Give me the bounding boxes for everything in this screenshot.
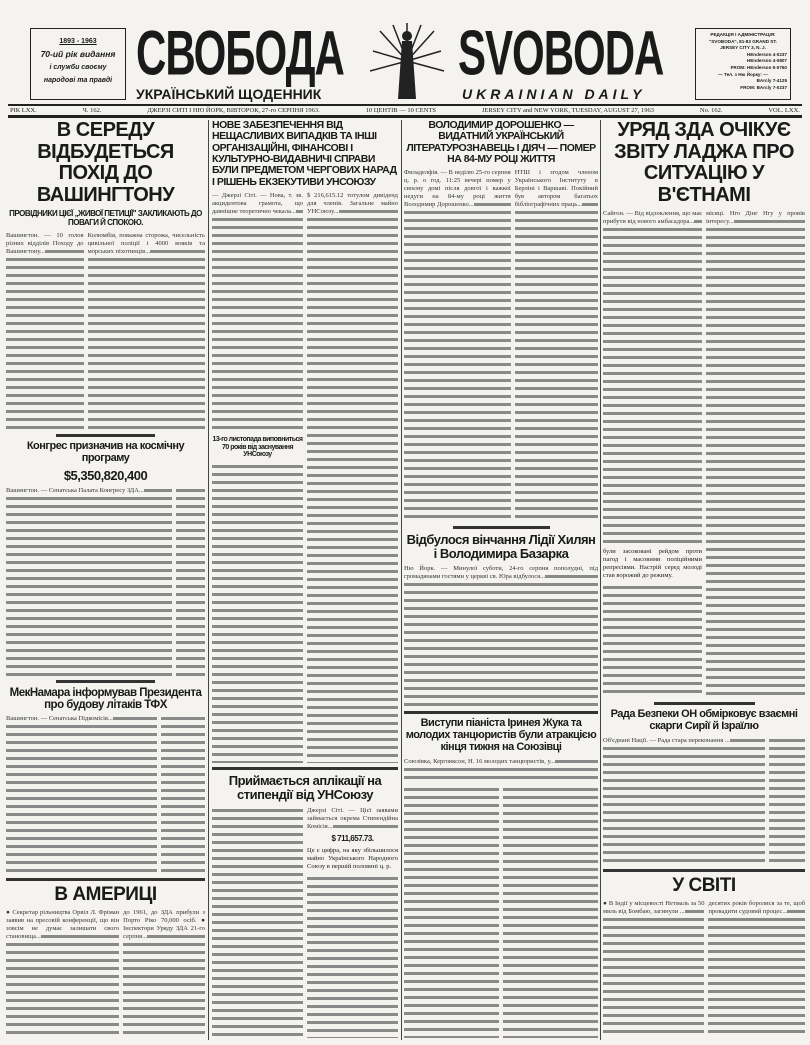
article-text: Об'єднані Нації. — Рада стара переконання ... [603, 736, 730, 744]
volume: VOL. LXX. [768, 107, 800, 114]
column-3 [404, 120, 598, 1038]
phone: FROM: HEnderson 5-0760 [730, 64, 787, 70]
sub-column [212, 807, 303, 1038]
article-columns [6, 715, 205, 874]
headline-wedding: Відбулося вінчання Лідії Хилян і Володимира Базарка [406, 531, 596, 561]
article-text: ● Секретар рільництва Орвіл Л. Фріман заявив на пресовій конференції, що він зовсім не думає залишати свого становища... [6, 909, 120, 941]
article-columns [6, 232, 205, 431]
article-text: — Джерзі Сіті. — Нова, т. зв. акцидентова грамота, що давнішне теоретично чекала... [212, 191, 303, 215]
issue-number-uk: Ч. 162. [82, 107, 102, 114]
article-body [6, 909, 119, 1038]
article-body [708, 900, 805, 1038]
article-body [603, 737, 765, 865]
address-line: РЕДАКЦІЯ І АДМІНІСТРАЦІЯ: [710, 32, 776, 37]
address-line: JERSEY CITY 3, N. J. [720, 45, 766, 51]
editorial-address-box [695, 28, 791, 100]
column-rule [401, 120, 402, 1040]
article-columns [603, 737, 805, 865]
article-text: Колюмбія, поважна сторожа, чисельність цивільної поліції і 4000 вояків та морських піхотинців... [87, 231, 205, 255]
dateline-rule [8, 115, 802, 118]
price: 10 ЦЕНТІВ — 10 CENTS [365, 107, 437, 114]
article-text: Вашингтон. — 10 голов різних відділів Походу до Вашингтону... [6, 231, 84, 255]
phone: HEnderson 4-0237 [746, 51, 787, 57]
article-text: Це є цифра, на яку збільшилося майно Українського Народного Союзу в першій половині ц. р. [307, 847, 398, 871]
article-columns [603, 210, 805, 698]
headline-pianist: Виступи піаніста Іринея Жука та молодих танцюристів були атракцією кінця тижня на Союзівці [405, 717, 597, 753]
phone: HEnderson 4-0807 [746, 58, 787, 64]
divider [404, 711, 598, 714]
article-text: Джерзі Сіті. — Цієї заявами займається окрема Стипендійна Комісія... [307, 806, 398, 830]
congress-amount: $5,350,820,400 [63, 467, 148, 483]
article-columns [6, 909, 205, 1038]
article-body [212, 463, 303, 763]
divider [603, 869, 805, 872]
headline-scholarship: Приймається аплікації на стипендії від УНСоюзу [228, 773, 382, 803]
sub-column [307, 192, 398, 763]
title-ukrainian: СВОБОДА [136, 17, 344, 88]
headline-world: У СВІТІ [672, 874, 736, 896]
article-text: Союзівка, Керговксон, Н. 16 молодих танцюристів, у... [404, 757, 555, 765]
article-text: місяці. Нго Дінг Нгу у провів інтересу... [706, 210, 805, 226]
article-body [503, 786, 598, 1038]
article-columns [6, 487, 205, 676]
subtitle-ukrainian: УКРАЇНСЬКИЙ ЩОДЕННИК [136, 86, 322, 102]
motto-line: народові та правді [43, 77, 113, 84]
headline-america: В АМЕРИЦІ [54, 883, 157, 905]
article-body [603, 584, 702, 698]
article-body [404, 565, 598, 707]
phone: FROM: BArcly 7-0237 [740, 84, 787, 90]
anniversary: 70-ий рік видання [40, 49, 116, 59]
article-text: $ 216,615.12 тотулом дивіденд для членів. Загальне майно УНСоюзу... [307, 191, 398, 215]
divider [212, 767, 398, 770]
article-body [212, 807, 303, 1038]
sub-column [212, 192, 303, 763]
sub-column [603, 210, 702, 698]
article-body [603, 210, 702, 544]
issue-number-en: No. 162. [699, 107, 723, 114]
trident-emblem [368, 20, 446, 102]
dateline [10, 107, 800, 114]
years: 1893 - 1963 [59, 38, 97, 45]
headline-mcnamara: МекНамара інформував Президента про будову літаків ТФХ [9, 686, 202, 711]
masthead-rule [8, 104, 802, 106]
article-body [307, 875, 398, 1038]
headline-security-council: Рада Безпеки ОН обмірковує взаємні скарги Сирії й Ізраїлю [610, 708, 798, 733]
article-columns [212, 807, 398, 1038]
article-body [176, 487, 205, 676]
divider [6, 878, 205, 881]
column-2 [212, 120, 398, 1038]
divider [56, 680, 156, 683]
amount-figure: $ 711,657.73. [331, 833, 374, 843]
article-text: НТШ і згодом членом Українського Інституту в Берліні і Варшаві. Покійний був автором багатьох бібліографічних праць... [514, 169, 598, 209]
divider [453, 526, 550, 529]
headline-union: НОВЕ ЗАБЕЗПЕЧЕННЯ ВІД НЕЩАСЛИВИХ ВИПАДКІВ ТА ІНШІ ОРГАНІЗАЦІЙНІ, ФІНАНСОВІ І КУЛЬТУРНО-ВИДАВНИЧІ СПРАВИ БУЛИ ПРЕДМЕТОМ ЧЕРГОВИХ НАРАД І РІШЕНЬ ЕКЗЕКУТИВИ УНСОЮЗУ [212, 119, 397, 188]
column-rule [208, 120, 209, 1040]
article-text: до 1961, до ЗДА прибули з Порто Ріко 70,000 осіб. ● Інспектори Уряду ЗДА 21-го серпня... [123, 909, 205, 941]
motto-line: і служби своєму [49, 64, 107, 71]
article-columns [603, 900, 805, 1038]
article-body [307, 192, 398, 763]
headline-vietnam: УРЯД ЗДА ОЧІКУЄ ЗВІТУ ЛАДЖА ПРО СИТУАЦІЮ У В'ЄТНАМІ [614, 119, 794, 206]
divider [56, 434, 156, 437]
article-body [88, 232, 205, 431]
headline-doroshenko: ВОЛОДИМИР ДОРОШЕНКО — ВИДАТНИЙ УКРАЇНСЬКИЙ ЛІТЕРАТУРОЗНАВЕЦЬ І ДІЯЧ — ПОМЕР НА 84-МУ РОЦІ ЖИТТЯ [406, 119, 596, 165]
article-body [6, 715, 157, 874]
column-4 [603, 120, 805, 1038]
date-en: JERSEY CITY and NEW YORK, TUESDAY, AUGUST 27, 1963 [481, 107, 654, 114]
article-text: Вашингтон. — Сенатська Підкомісія... [6, 715, 113, 723]
anniversary-box [30, 28, 126, 100]
article-text: Сайгон. — Від відзоклення, що має прибути від нового амбасадора... [603, 210, 702, 226]
year-uk: РІК LXX. [10, 107, 37, 114]
date-uk: ДЖЕРЗІ СИТІ І НЮ ЙОРК, ВІВТОРОК, 27-го СЕРПНЯ 1963. [147, 107, 320, 114]
article-text: десятих років боролися за те, щоб провадити судовий процес... [708, 900, 805, 916]
article-body [404, 786, 499, 1038]
article-body [404, 758, 598, 782]
article-body [6, 232, 84, 431]
headline-march: В СЕРЕДУ ВІДБУДЕТЬСЯ ПОХІД ДО ВАШИНГТОНУ [36, 119, 175, 206]
article-body [307, 807, 398, 831]
article-body [6, 487, 172, 676]
article-body [123, 909, 205, 1038]
article-columns [404, 786, 598, 1038]
article-text: Вашингтон. — Сенатська Палата Конгресу ЗДА... [6, 486, 144, 494]
column-rule [600, 120, 601, 1040]
article-body [706, 210, 805, 698]
address-line: "SVOBODA", 81-83 GRAND ST. [709, 38, 777, 44]
column-1 [6, 120, 205, 1038]
article-body [603, 900, 704, 1038]
divider [654, 702, 755, 705]
article-columns [212, 192, 398, 763]
headline-congress: Конгрес призначив на космічну програму [26, 440, 185, 465]
article-text: Ню Йорк. — Минулої суботи, 24-го серпня пополудні, під громадянами гостями у церкві св. Юра відбулося... [404, 564, 598, 580]
title-english: SVOBODA [458, 17, 664, 88]
subhead-march: ПРОВІДНИКИ ЦІЄЇ „ЖИВОЇ ПЕТИЦІЇ" ЗАКЛИКАЮТЬ ДО ПОВАГИ Й СПОКОЮ. [9, 209, 202, 227]
article-text: Филаделфія. — В неділю 25-го серпня ц. р. о год. 11:25 вечері помер у своєму домі після довгої і важкої недуги на 84-му році життя Володимир Дорошенко... [404, 169, 511, 209]
article-body [212, 192, 303, 432]
subhead-anniversary: 13-го листопада виповниться 70 років від заснування УНСоюзу [212, 436, 303, 459]
phone: BArcly 7-4125 [756, 78, 787, 84]
phone-label: — Тел. з Ню Йорку: — [718, 71, 768, 77]
article-body [515, 169, 598, 521]
subtitle-english: UKRAINIAN DAILY [462, 86, 646, 102]
article-body [769, 737, 805, 865]
article-body [161, 715, 205, 874]
article-text: були засоковані рейдом проти пагод і масовими поліційними репресіями. Настрій серед молоді став ворожий до режиму. [603, 548, 702, 580]
sub-column [307, 807, 398, 1038]
sub-column [706, 210, 805, 698]
article-body [404, 169, 511, 521]
article-columns [404, 169, 598, 521]
article-text: ● В Індії у місцевості Нетмаль за 50 миль від Бомбаю, загинули ... [603, 900, 705, 916]
